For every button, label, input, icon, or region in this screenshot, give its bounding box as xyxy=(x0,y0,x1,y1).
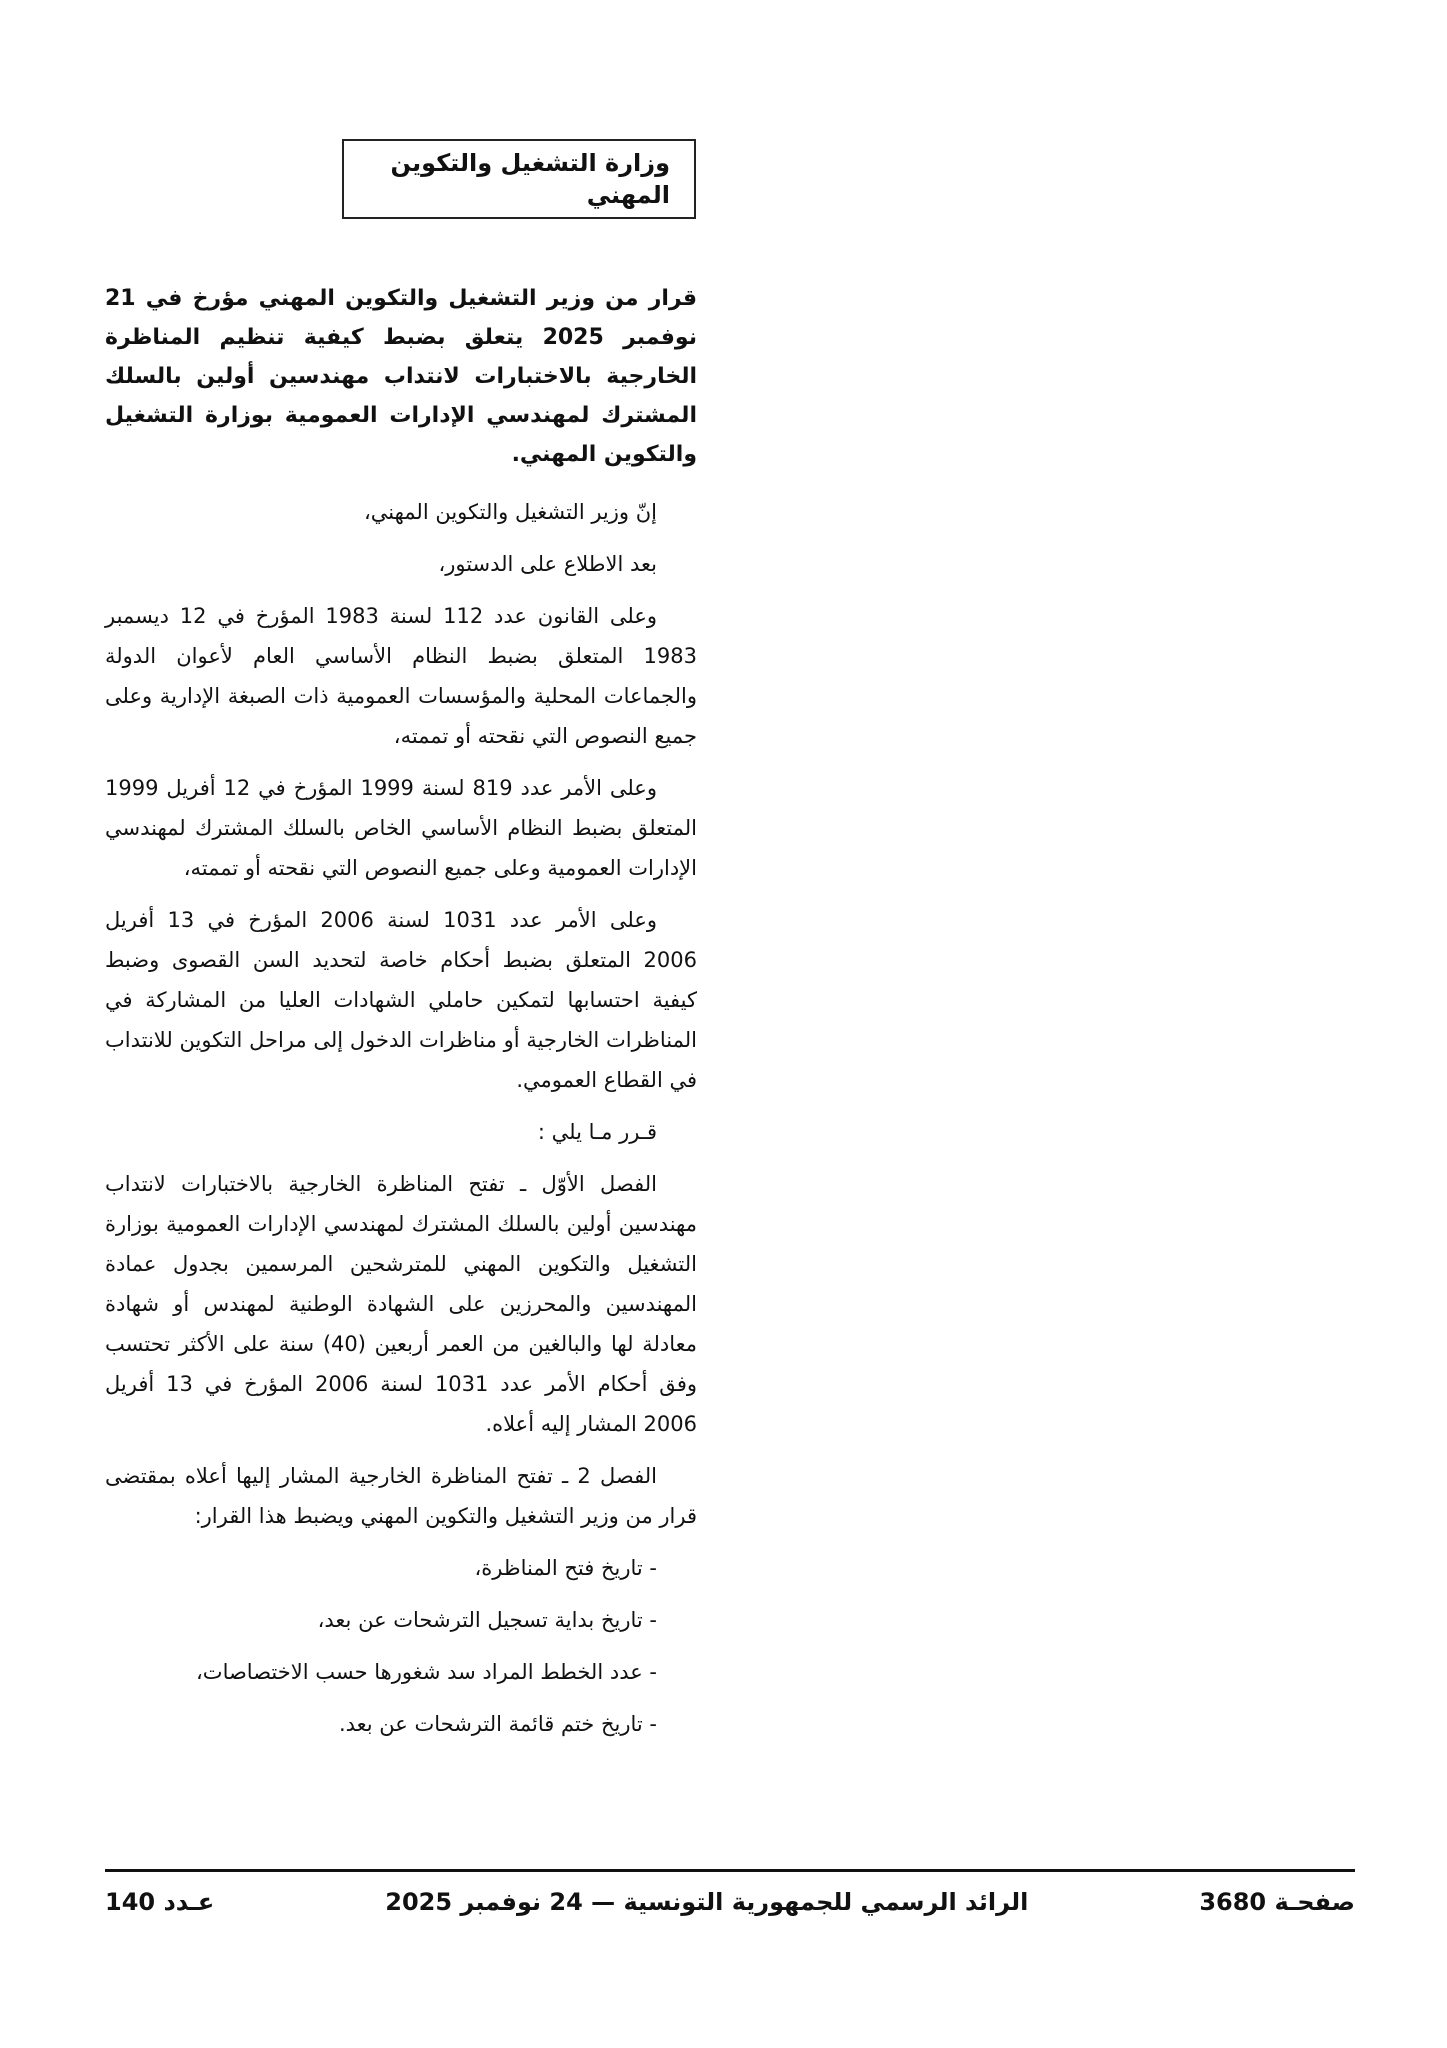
paragraph-decree-2006: وعلى الأمر عدد 1031 لسنة 2006 المؤرخ في 13 أفريل 2006 المتعلق بضبط أحكام خاصة لتحديد السن القصوى وضبط كيفية احتسابها لتمكين حاملي الشهادات العليا من المشاركة في المناظرات الخارجية أو مناظرات الدخول إلى مراحل التكوين للانتداب في القطاع العمومي. xyxy=(105,908,697,1092)
footer-row xyxy=(105,1886,1355,1918)
paragraph-law-1983: وعلى القانون عدد 112 لسنة 1983 المؤرخ في 12 ديسمبر 1983 المتعلق بضبط النظام الأساسي العام لأعوان الدولة والجماعات المحلية والمؤسسات العمومية ذات الصبغة الإدارية وعلى جميع النصوص التي نقحته أو تممته، xyxy=(105,604,697,748)
ministry-title: وزارة التشغيل والتكوين المهني xyxy=(390,149,670,209)
paragraph-decree-1999: وعلى الأمر عدد 819 لسنة 1999 المؤرخ في 12 أفريل 1999 المتعلق بضبط النظام الأساسي الخاص بالسلك المشترك لمهندسي الإدارات العمومية وعلى جميع النصوص التي نقحته أو تممته، xyxy=(105,776,697,880)
article-2-list xyxy=(105,1548,697,1744)
list-item: - تاريخ ختم قائمة الترشحات عن بعد. xyxy=(338,1712,657,1736)
footer-divider xyxy=(105,1869,1355,1872)
list-item: - تاريخ بداية تسجيل الترشحات عن بعد، xyxy=(317,1608,657,1632)
article-2: الفصل 2 ـ تفتح المناظرة الخارجية المشار إليها أعلاه بمقتضى قرار من وزير التشغيل والتكوين المهني ويضبط هذا القرار: xyxy=(105,1464,697,1528)
footer-page-number: صفحـة 3680 xyxy=(1199,1888,1355,1916)
list-item: - تاريخ فتح المناظرة، xyxy=(474,1556,657,1580)
ministry-title-box xyxy=(342,139,696,219)
decree-heading: قرار من وزير التشغيل والتكوين المهني مؤرخ في 21 نوفمبر 2025 يتعلق بضبط كيفية تنظيم المناظرة الخارجية بالاختبارات لانتداب مهندسين أولين بالسلك المشترك لمهندسي الإدارات العمومية بوزارة التشغيل والتكوين المهني. xyxy=(105,286,697,467)
title-row xyxy=(0,139,1447,209)
paragraph-preamble: إنّ وزير التشغيل والتكوين المهني، xyxy=(363,500,657,524)
footer-journal: الرائد الرسمي للجمهورية التونسية — 24 نوفمبر 2025 xyxy=(385,1888,1029,1916)
text-column xyxy=(105,279,697,1756)
article-1: الفصل الأوّل ـ تفتح المناظرة الخارجية بالاختبارات لانتداب مهندسين أولين بالسلك المشترك لمهندسي الإدارات العمومية بوزارة التشغيل والتكوين المهني للمترشحين المرسمين بجدول عمادة المهندسين والمحرزين على الشهادة الوطنية لمهندس أو شهادة معادلة لها والبالغين من العمر أربعين (40) سنة على الأكثر تحتسب وفق أحكام الأمر عدد 1031 لسنة 2006 المؤرخ في 13 أفريل 2006 المشار إليه أعلاه. xyxy=(105,1172,697,1436)
list-item: - عدد الخطط المراد سد شغورها حسب الاختصاصات، xyxy=(196,1660,657,1684)
footer-issue-number: عـدد 140 xyxy=(105,1888,215,1916)
page-footer xyxy=(105,1839,1355,1918)
paragraph-decides: قـرر مـا يلي : xyxy=(537,1120,657,1144)
paragraph-constitution: بعد الاطلاع على الدستور، xyxy=(438,552,657,576)
